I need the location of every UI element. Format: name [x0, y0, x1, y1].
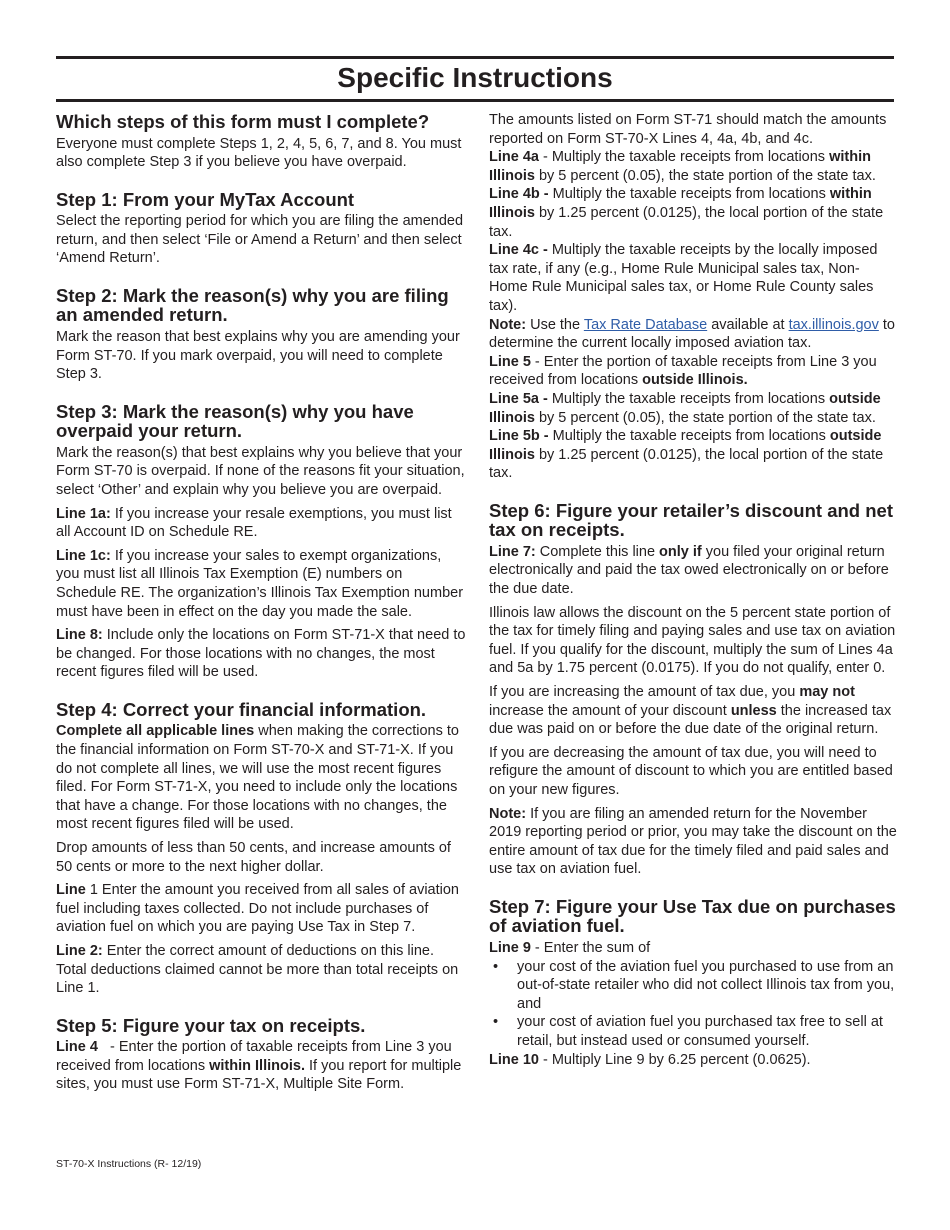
line7-paragraph [489, 543, 897, 599]
line10-label: Line 10 [489, 1051, 539, 1068]
line5-label: Line 5 [489, 353, 531, 370]
line9-paragraph [489, 939, 897, 958]
line4b-paragraph [489, 185, 897, 241]
step1-text: Select the reporting period for which you are filing the amended return, and then select ‘File or Amend a Return’ and then select ‘Amend Return’. [56, 213, 464, 267]
line1-paragraph [56, 881, 466, 937]
line4-text-2: If you report for multiple sites, you must use Form ST-71-X, Multiple Site Form. [56, 1057, 462, 1093]
line4-label: Line 4 [56, 1039, 98, 1056]
step1-heading: Step 1: From your MyTax Account [56, 188, 355, 210]
line4b-label: Line 4b - [489, 186, 549, 203]
step7-heading: Step 7: Figure your Use Tax due on purchases of aviation fuel. [489, 895, 896, 937]
line1a-text: If you increase your resale exemptions, you must list all Account ID on Schedule RE. [56, 505, 452, 541]
step5-heading: Step 5: Figure your tax on receipts. [56, 1014, 366, 1036]
step4-heading: Step 4: Correct your financial information. [56, 698, 427, 720]
line5a-text-1: Multiply the taxable receipts from locations [547, 390, 830, 407]
line2-paragraph [56, 942, 466, 998]
illinois-law-text: Illinois law allows the discount on the 5 percent state portion of the tax for timely filing and paying sales and use tax on aviation fuel. If you qualify for the discount, multiply the sum of Lines 4a and 5a by 1.75 percent (0.0175). If you do not qualify, enter 0. [489, 604, 896, 677]
line9-text: - Enter the sum of [530, 939, 651, 956]
line5-text: - Enter the portion of taxable receipts from Line 3 you received from locations [489, 353, 877, 389]
title-underline [56, 99, 894, 102]
line5b-text-1: Multiply the taxable receipts from locations [548, 428, 830, 445]
line7-bold: only if [659, 543, 702, 560]
step4-text: when making the corrections to the financial information on Form ST-70-X and ST-71-X. If you do not complete all lines, we will use the most recent figures filed. For Form ST-71-X, you need to include only the locations that have a change. For those locations with no changes, the most recent figures filed will be used. [56, 723, 459, 833]
note-text-3: to determine the current locally imposed aviation tax. [489, 316, 895, 352]
step2-heading: Step 2: Mark the reason(s) why you are filing an amended return. [56, 284, 449, 326]
step2-text: Mark the reason that best explains why you are amending your Form ST-70. If you mark overpaid, you will need to complete Step 3. [56, 328, 460, 383]
line4-paragraph [56, 1038, 466, 1094]
which-steps-heading: Which steps of this form must I complete? [56, 111, 430, 132]
line1-label: Line [56, 882, 86, 899]
step6-heading: Step 6: Figure your retailer’s discount and net tax on receipts. [489, 499, 893, 541]
line9-label: Line 9 [489, 939, 531, 956]
tax-illinois-link[interactable]: tax.illinois.gov [788, 316, 879, 333]
line2-label: Line 2: [56, 942, 103, 959]
amounts-text: The amounts listed on Form ST-71 should match the amounts reported on Form ST-70-X Lines 4, 4a, 4b, and 4c. [489, 112, 887, 147]
line4b-bold: within Illinois [489, 186, 872, 221]
line5b-paragraph [489, 427, 897, 483]
note2-label: Note: [489, 805, 527, 822]
form-footer: ST-70-X Instructions (R- 12/19) [56, 1158, 202, 1170]
line5-paragraph [489, 353, 897, 390]
line5a-text-2: by 5 percent (0.05), the state portion of the state tax. [534, 409, 876, 426]
line8-label: Line 8: [56, 627, 103, 644]
line10-paragraph [489, 1051, 897, 1070]
line5b-bold: outside Illinois [489, 428, 882, 463]
line10-text: - Multiply Line 9 by 6.25 percent (0.0625). [538, 1051, 811, 1068]
line7-label: Line 7: [489, 543, 536, 560]
left-column [56, 112, 466, 1094]
line4a-text-2: by 5 percent (0.05), the state portion of the state tax. [534, 167, 876, 184]
line1a-label: Line 1a: [56, 505, 111, 522]
which-steps-text: Everyone must complete Steps 1, 2, 4, 5, 6, 7, and 8. You must also complete Step 3 if you believe you have overpaid. [56, 135, 462, 171]
tax-rate-database-link[interactable]: Tax Rate Database [583, 316, 708, 333]
increasing-text-1: If you are increasing the amount of tax due, you [489, 684, 800, 701]
note-label: Note: [489, 316, 527, 333]
increasing-text-3: the increased tax due was paid on or before the due date of the original return. [489, 702, 892, 738]
right-column [489, 111, 897, 1069]
line9-bullet-item: • your cost of the aviation fuel you purchased to use from an out-of-state retailer who did not collect Illinois tax from you, and [489, 958, 897, 1014]
increasing-bold-1: may not [799, 684, 855, 701]
step3-heading: Step 3: Mark the reason(s) why you have overpaid your return. [56, 400, 414, 442]
line4c-text: Multiply the taxable receipts by the locally imposed tax rate, if any (e.g., Home Rule Municipal sales tax, Non-Home Rule Municipal sales tax, or Home Rule County sales tax). [489, 242, 878, 314]
line1c-paragraph [56, 547, 466, 621]
top-rule [56, 56, 894, 59]
line8-paragraph [56, 626, 466, 682]
note2-text: If you are filing an amended return for the November 2019 reporting period or prior, you may take the discount on the entire amount of tax due for the timely filed and paid sales and use tax on aviation fuel. [489, 805, 897, 878]
line2-text: Enter the correct amount of deductions on this line. Total deductions claimed cannot be more than total receipts on Line 1. [56, 942, 459, 997]
line5a-label: Line 5a - [489, 390, 548, 407]
line4b-text-2: by 1.25 percent (0.0125), the local portion of the state tax. [489, 204, 884, 240]
note2-paragraph [489, 805, 897, 879]
line5b-text-2: by 1.25 percent (0.0125), the local portion of the state tax. [489, 446, 884, 482]
line1c-label: Line 1c: [56, 547, 111, 564]
line4-text-1: - Enter the portion of taxable receipts from Line 3 you received from locations [56, 1039, 456, 1074]
step4-bold: Complete all applicable lines [56, 723, 255, 740]
line7-text-1: Complete this line [535, 543, 660, 560]
line8-text: Include only the locations on Form ST-71-X that need to be changed. For those locations with no changes, the most recent figures filed will be used. [56, 627, 466, 681]
line5a-bold: outside Illinois [489, 390, 881, 426]
decreasing-text: If you are decreasing the amount of tax due, you will need to refigure the amount of discount to which you are entitled based on your new figures. [489, 744, 893, 798]
line7-text-2: you filed your original return electronically and paid the tax owed electronically on or before the due date. [489, 543, 889, 598]
step4-paragraph [56, 722, 466, 834]
page-title: Specific Instructions [337, 62, 613, 93]
line1c-text: If you increase your sales to exempt organizations, you must list all Illinois Tax Exemption (E) numbers on Schedule RE. The organization’s Illinois Tax Exemption number must have been in effect on the day you made the sale. [56, 547, 464, 620]
line4b-text-1: Multiply the taxable receipts from locations [548, 186, 830, 203]
line4a-paragraph [489, 148, 897, 185]
line9-bullet-list [489, 958, 897, 1051]
line5-bold: outside Illinois. [642, 372, 748, 389]
line5b-label: Line 5b - [489, 428, 549, 445]
increasing-paragraph [489, 683, 897, 739]
line4c-label: Line 4c - [489, 242, 548, 259]
line9-bullet-item: • your cost of aviation fuel you purchased tax free to sell at retail, but instead used or consumed yourself. [489, 1013, 897, 1050]
drop-amounts-text: Drop amounts of less than 50 cents, and increase amounts of 50 cents or more to the next higher dollar. [56, 839, 451, 875]
note-paragraph [489, 316, 897, 353]
line1a-paragraph [56, 505, 466, 542]
line4a-bold: within Illinois [489, 149, 871, 184]
increasing-bold-2: unless [730, 702, 777, 719]
line4a-label: Line 4a [489, 149, 539, 166]
line4-bold: within Illinois. [209, 1057, 305, 1074]
note-text-1: Use the [526, 316, 584, 333]
line1-text: 1 Enter the amount you received from all sales of aviation fuel including taxes collected. Do not include purchases of aviation fuel on which you are paying Use Tax in Step 7. [56, 882, 459, 936]
step3-text: Mark the reason(s) that best explains why you believe that your Form ST-70 is overpaid. If none of the reasons fit your situation, select ‘Other’ and explain why you believe you are overpaid. [56, 444, 465, 498]
increasing-text-2: increase the amount of your discount [489, 702, 731, 719]
note-text-2: available at [707, 316, 789, 333]
line4a-text-1: - Multiply the taxable receipts from locations [538, 149, 830, 166]
line5a-paragraph [489, 390, 897, 427]
line4c-paragraph [489, 241, 897, 315]
